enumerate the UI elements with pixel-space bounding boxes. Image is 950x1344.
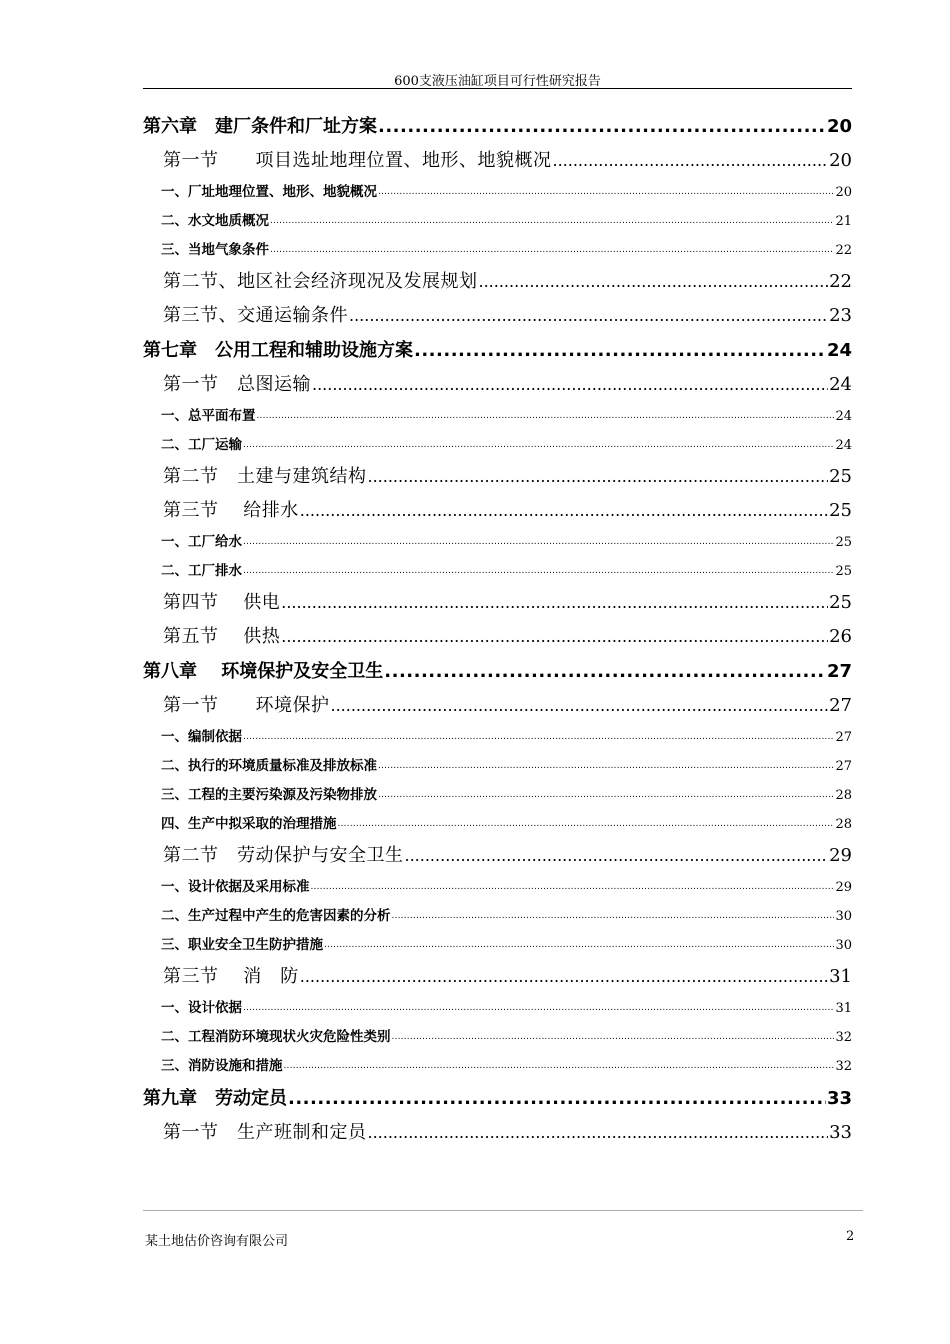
toc-entry-section[interactable] [143,689,852,723]
dot-leader [384,654,826,689]
table-of-contents [143,109,852,1150]
toc-entry-page: 25 [835,535,852,550]
toc-entry-chapter[interactable] [143,109,852,144]
dot-leader [243,431,834,460]
dot-leader [311,873,835,902]
toc-entry-sub[interactable] [143,1052,852,1081]
toc-entry-page: 20 [835,185,852,200]
toc-entry-title: 二、执行的环境质量标准及排放标准 [161,758,377,774]
toc-entry-title: 一、编制依据 [161,729,242,745]
toc-entry-section[interactable] [143,144,852,178]
toc-entry-page: 29 [835,880,852,895]
toc-entry-section[interactable] [143,960,852,994]
toc-entry-page: 30 [835,909,852,924]
dot-leader [243,723,834,752]
toc-entry-page: 27 [835,730,852,745]
dot-leader [378,178,834,207]
toc-entry-title: 二、生产过程中产生的危害因素的分析 [161,908,391,924]
toc-entry-title: 第九章 劳动定员 [143,1088,287,1109]
dot-leader [414,333,826,368]
toc-entry-title: 二、工程消防环境现状火灾危险性类别 [161,1029,391,1045]
dot-leader [243,528,834,557]
toc-entry-page: 22 [829,271,852,292]
dot-leader [270,207,834,236]
toc-entry-title: 第四节 供电 [163,592,281,613]
toc-entry-page: 24 [835,409,852,424]
toc-entry-sub[interactable] [143,931,852,960]
toc-entry-title: 第一节 生产班制和定员 [163,1122,367,1143]
toc-entry-chapter[interactable] [143,1081,852,1116]
toc-entry-page: 22 [835,243,852,258]
toc-entry-page: 24 [829,374,852,395]
toc-entry-chapter[interactable] [143,654,852,689]
toc-entry-title: 二、工厂排水 [161,563,242,579]
toc-entry-title: 一、厂址地理位置、地形、地貌概况 [161,184,377,200]
toc-entry-page: 25 [835,564,852,579]
toc-entry-chapter[interactable] [143,333,852,368]
toc-entry-title: 第一节 项目选址地理位置、地形、地貌概况 [163,150,552,171]
dot-leader [257,402,835,431]
toc-entry-title: 第一节 总图运输 [163,374,311,395]
toc-entry-section[interactable] [143,265,852,299]
toc-entry-sub[interactable] [143,810,852,839]
toc-entry-title: 一、设计依据 [161,1000,242,1016]
toc-entry-title: 四、生产中拟采取的治理措施 [161,816,337,832]
toc-entry-sub[interactable] [143,431,852,460]
toc-entry-page: 32 [835,1030,852,1045]
toc-entry-sub[interactable] [143,781,852,810]
dot-leader [378,109,826,144]
toc-entry-page: 20 [829,150,852,171]
toc-entry-page: 32 [835,1059,852,1074]
toc-entry-title: 第八章 环境保护及安全卫生 [143,661,384,682]
toc-entry-page: 31 [835,1001,852,1016]
dot-leader [405,839,829,873]
toc-entry-sub[interactable] [143,994,852,1023]
dot-leader [312,368,828,402]
toc-entry-page: 25 [829,500,852,521]
toc-entry-page: 23 [829,305,852,326]
toc-entry-page: 21 [835,214,852,229]
toc-entry-page: 29 [829,845,852,866]
toc-entry-title: 第二节 劳动保护与安全卫生 [163,845,404,866]
dot-leader [338,810,835,839]
toc-entry-page: 26 [829,626,852,647]
toc-entry-title: 一、总平面布置 [161,408,256,424]
toc-entry-sub[interactable] [143,557,852,586]
toc-entry-sub[interactable] [143,207,852,236]
toc-entry-title: 三、工程的主要污染源及污染物排放 [161,787,377,803]
dot-leader [288,1081,826,1116]
toc-entry-page: 30 [835,938,852,953]
toc-entry-section[interactable] [143,494,852,528]
toc-entry-page: 24 [826,340,852,361]
toc-entry-section[interactable] [143,839,852,873]
dot-leader [300,960,828,994]
toc-entry-title: 第六章 建厂条件和厂址方案 [143,116,377,137]
dot-leader [281,586,828,620]
toc-entry-section[interactable] [143,586,852,620]
dot-leader [324,931,834,960]
toc-entry-sub[interactable] [143,752,852,781]
toc-entry-sub[interactable] [143,236,852,265]
toc-entry-title: 三、当地气象条件 [161,242,269,258]
toc-entry-page: 27 [829,695,852,716]
toc-entry-title: 第五节 供热 [163,626,281,647]
toc-entry-sub[interactable] [143,902,852,931]
toc-entry-title: 三、消防设施和措施 [161,1058,283,1074]
toc-entry-section[interactable] [143,620,852,654]
toc-entry-title: 第三节、交通运输条件 [163,305,348,326]
toc-entry-page: 24 [835,438,852,453]
dot-leader [270,236,834,265]
toc-entry-section[interactable] [143,368,852,402]
toc-entry-page: 31 [829,966,852,987]
dot-leader [378,781,834,810]
toc-entry-title: 一、设计依据及采用标准 [161,879,310,895]
footer-page-number: 2 [846,1229,855,1244]
toc-entry-page: 27 [835,759,852,774]
dot-leader [392,902,835,931]
toc-entry-section[interactable] [143,460,852,494]
toc-entry-title: 第三节 给排水 [163,500,299,521]
dot-leader [368,1116,829,1150]
dot-leader [349,299,828,333]
dot-leader [243,557,834,586]
toc-entry-page: 20 [826,116,852,137]
toc-entry-page: 33 [826,1088,852,1109]
toc-entry-page: 28 [835,788,852,803]
footer-divider [143,1210,863,1211]
toc-entry-sub[interactable] [143,723,852,752]
page-header-title: 600支液压油缸项目可行性研究报告 [394,74,601,89]
toc-entry-title: 二、水文地质概况 [161,213,269,229]
toc-entry-title: 三、职业安全卫生防护措施 [161,937,323,953]
toc-entry-title: 第一节 环境保护 [163,695,330,716]
dot-leader [243,994,834,1023]
toc-entry-section[interactable] [143,1116,852,1150]
dot-leader [284,1052,835,1081]
toc-entry-sub[interactable] [143,178,852,207]
dot-leader [300,494,828,528]
toc-entry-sub[interactable] [143,873,852,902]
toc-entry-title: 一、工厂给水 [161,534,242,550]
footer-company: 某土地估价咨询有限公司 [145,1234,289,1249]
dot-leader [331,689,829,723]
toc-entry-page: 27 [826,661,852,682]
dot-leader [281,620,828,654]
toc-entry-page: 28 [835,817,852,832]
toc-entry-title: 二、工厂运输 [161,437,242,453]
toc-entry-sub[interactable] [143,402,852,431]
toc-entry-title: 第七章 公用工程和辅助设施方案 [143,340,413,361]
header-divider [143,88,852,89]
toc-entry-page: 33 [829,1122,852,1143]
dot-leader [392,1023,835,1052]
toc-entry-title: 第二节 土建与建筑结构 [163,466,367,487]
toc-entry-title: 第二节、地区社会经济现况及发展规划 [163,271,478,292]
dot-leader [378,752,834,781]
dot-leader [553,144,829,178]
toc-entry-section[interactable] [143,299,852,333]
dot-leader [368,460,829,494]
toc-entry-sub[interactable] [143,528,852,557]
toc-entry-page: 25 [829,466,852,487]
toc-entry-page: 25 [829,592,852,613]
dot-leader [479,265,829,299]
toc-entry-title: 第三节 消 防 [163,966,299,987]
toc-entry-sub[interactable] [143,1023,852,1052]
